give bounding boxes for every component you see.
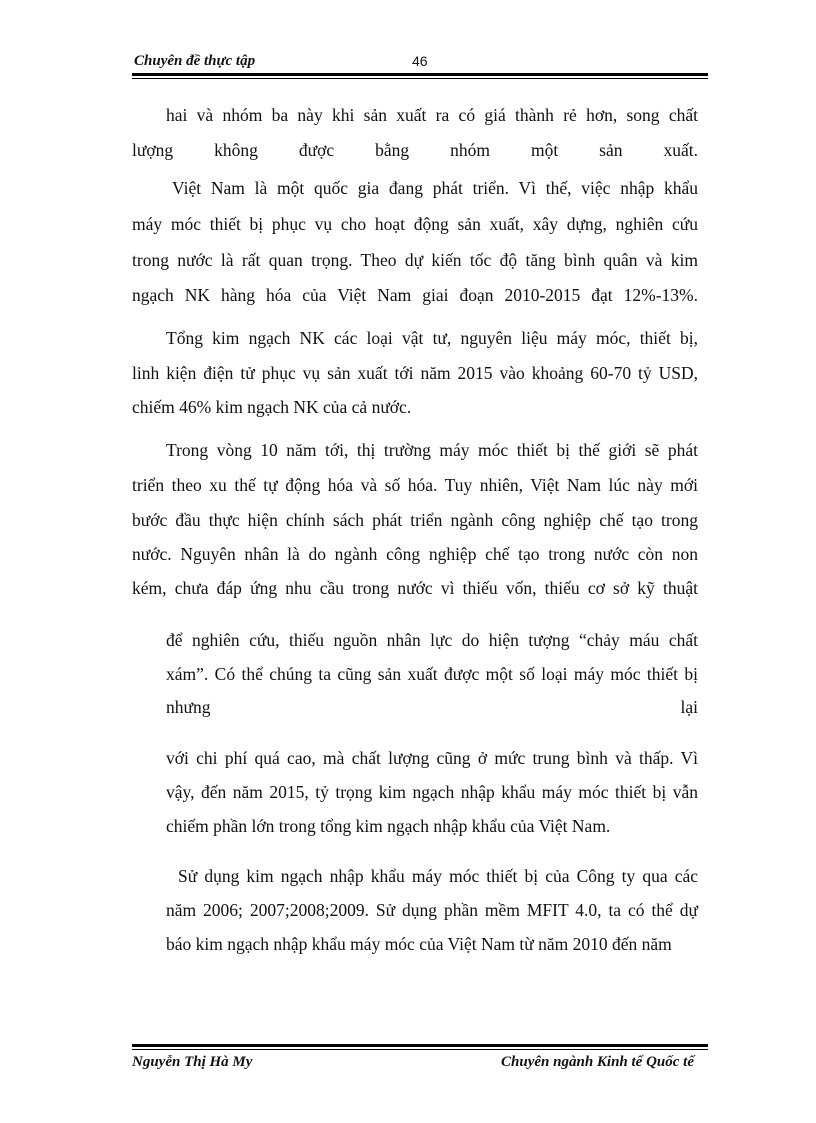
footer-rule-thick [132,1044,708,1047]
page-header [132,50,708,80]
text-line: nước. Nguyên nhân là do ngành công nghiệp chế tạo trong nước còn non [132,544,698,564]
text-line: xám”. Có thể chúng ta cũng sản xuất được một số loại máy móc thiết bị [166,664,698,684]
text-line: kém, chưa đáp ứng nhu cầu trong nước vì thiếu vốn, thiếu cơ sở kỹ thuật [132,578,698,598]
text-line: nhưng lại [166,697,698,717]
text-line: ngạch NK hàng hóa của Việt Nam giai đoạn 2010-2015 đạt 12%-13%. [132,285,698,305]
text-line: báo kim ngạch nhập khẩu máy móc của Việt Nam từ năm 2010 đến năm [166,934,672,954]
text-line: chiếm phần lớn trong tổng kim ngạch nhập khẩu của Việt Nam. [166,816,611,836]
text-line: máy móc thiết bị phục vụ cho hoạt động sản xuất, xây dựng, nghiên cứu [132,214,698,234]
text-line: hai và nhóm ba này khi sản xuất ra có giá thành rẻ hơn, song chất [166,105,698,125]
page-number: 46 [412,53,428,69]
header-rule-thick [132,73,708,76]
footer-major: Chuyên ngành Kinh tế Quốc tế [501,1054,694,1070]
text-line: triển theo xu thế tự động hóa và số hóa. Tuy nhiên, Việt Nam lúc này mới [132,475,698,495]
footer-rule-thin [132,1049,708,1050]
page-footer [132,1040,708,1080]
text-line: để nghiên cứu, thiếu nguồn nhân lực do hiện tượng “chảy máu chất [166,630,698,650]
header-rule-thin [132,78,708,79]
text-line: vậy, đến năm 2015, tỷ trọng kim ngạch nhập khẩu máy móc thiết bị vẫn [166,782,698,802]
footer-author: Nguyễn Thị Hà My [132,1054,253,1070]
text-line: lượng không được bằng nhóm một sản xuất. [132,140,698,160]
text-line: chiếm 46% kim ngạch NK của cả nước. [132,397,412,417]
text-line: Việt Nam là một quốc gia đang phát triển. Vì thế, việc nhập khẩu [172,178,698,198]
text-line: trong nước là rất quan trọng. Theo dự kiến tốc độ tăng bình quân và kim [132,250,698,270]
text-line: linh kiện điện tử phục vụ sản xuất tới năm 2015 vào khoảng 60-70 tỷ USD, [132,363,698,383]
text-line: Sử dụng kim ngạch nhập khẩu máy móc thiết bị của Công ty qua các [178,866,698,886]
header-title: Chuyên đề thực tập [134,53,256,69]
text-line: bước đầu thực hiện chính sách phát triển ngành công nghiệp chế tạo trong [132,510,698,530]
text-line: với chi phí quá cao, mà chất lượng cũng ở mức trung bình và thấp. Vì [166,748,698,768]
text-line: Trong vòng 10 năm tới, thị trường máy móc thiết bị thế giới sẽ phát [166,440,698,460]
text-line: năm 2006; 2007;2008;2009. Sử dụng phần mềm MFIT 4.0, ta có thể dự [166,900,698,920]
text-line: Tổng kim ngạch NK các loại vật tư, nguyên liệu máy móc, thiết bị, [166,328,698,348]
